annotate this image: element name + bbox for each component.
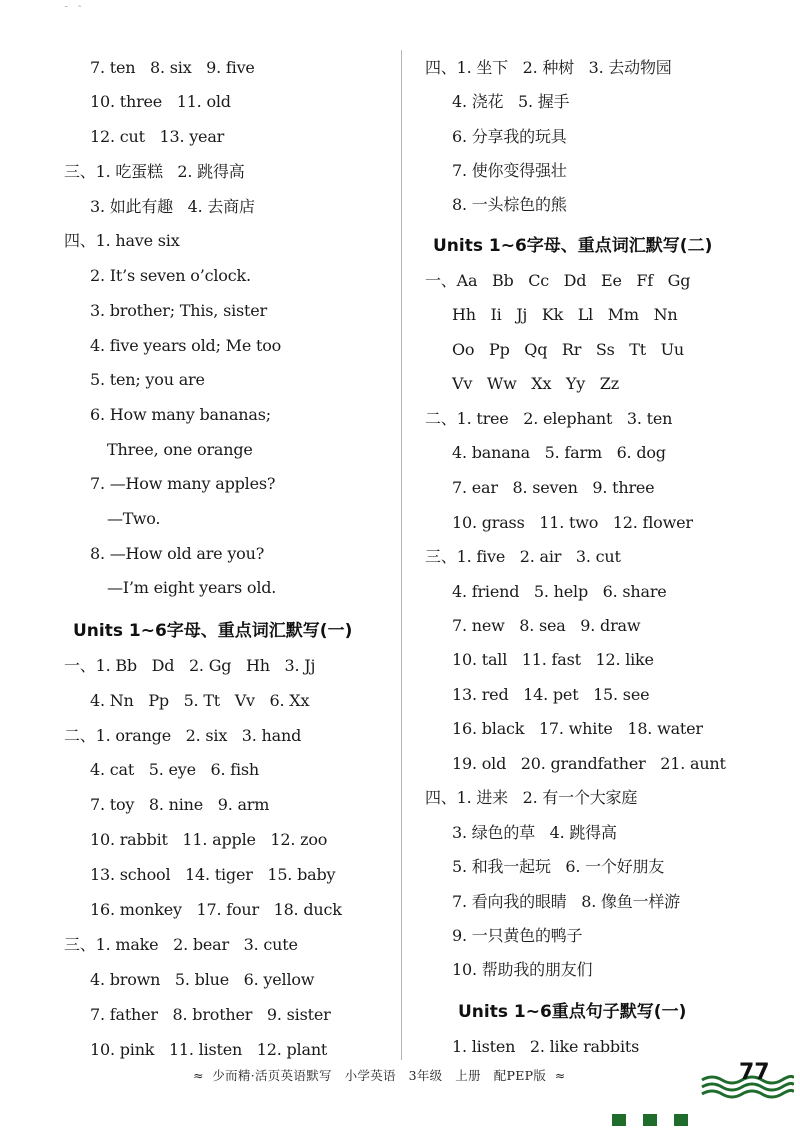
answer-line: 13. red 14. pet 15. see [452, 685, 650, 704]
answer-line: 10. rabbit 11. apple 12. zoo [90, 830, 328, 849]
answer-line: 3. brother; This, sister [90, 301, 267, 320]
answer-line: 13. school 14. tiger 15. baby [90, 865, 336, 884]
answer-line: Hh Ii Jj Kk Ll Mm Nn [452, 305, 678, 324]
answer-line: 12. cut 13. year [90, 127, 225, 146]
answer-line: —I’m eight years old. [107, 578, 277, 597]
section-heading: Units 1~6字母、重点词汇默写(二) [433, 236, 713, 256]
answer-line: 6. 分享我的玩具 [452, 127, 567, 146]
answer-line: 4. Nn Pp 5. Tt Vv 6. Xx [90, 691, 310, 710]
answer-line: 10. three 11. old [90, 92, 231, 111]
answer-line: 3. 如此有趣 4. 去商店 [90, 197, 255, 216]
answer-line: 三、1. five 2. air 3. cut [425, 547, 621, 566]
answer-line: 4. banana 5. farm 6. dog [452, 443, 666, 462]
answer-line: 四、1. 进来 2. 有一个大家庭 [425, 788, 638, 807]
answer-line: 7. father 8. brother 9. sister [90, 1005, 331, 1024]
answer-line: 三、1. 吃蛋糕 2. 跳得高 [64, 162, 245, 181]
answer-line: 7. 使你变得强壮 [452, 161, 567, 180]
answer-line: 二、1. tree 2. elephant 3. ten [425, 409, 673, 428]
answer-line: 10. 帮助我的朋友们 [452, 960, 593, 979]
answer-line: 7. —How many apples? [90, 474, 276, 493]
answer-line: 4. brown 5. blue 6. yellow [90, 970, 315, 989]
answer-line: Oo Pp Qq Rr Ss Tt Uu [452, 340, 685, 359]
section-heading: Units 1~6重点句子默写(一) [458, 1002, 687, 1022]
answer-line: 一、Aa Bb Cc Dd Ee Ff Gg [425, 271, 691, 290]
answer-line: 8. —How old are you? [90, 544, 265, 563]
answer-line: 5. ten; you are [90, 370, 205, 389]
section-heading: Units 1~6字母、重点词汇默写(一) [73, 621, 353, 641]
square-marker-icon [643, 1114, 657, 1126]
answer-line: 7. ear 8. seven 9. three [452, 478, 655, 497]
answer-line: 3. 绿色的草 4. 跳得高 [452, 823, 617, 842]
corner-mark: ˜ ˆ [64, 6, 85, 16]
answer-line: 2. It’s seven o’clock. [90, 266, 251, 285]
answer-line: 16. black 17. white 18. water [452, 719, 703, 738]
answer-line: 7. ten 8. six 9. five [90, 58, 255, 77]
answer-line: 四、1. have six [64, 231, 180, 250]
answer-line: 16. monkey 17. four 18. duck [90, 900, 342, 919]
answer-line: 三、1. make 2. bear 3. cute [64, 935, 298, 954]
answer-line: 二、1. orange 2. six 3. hand [64, 726, 302, 745]
page-footer: ≈ 少而精·活页英语默写 小学英语 3年级 上册 配PEP版 ≈ [193, 1068, 566, 1083]
answer-line: 7. new 8. sea 9. draw [452, 616, 641, 635]
answer-line: Vv Ww Xx Yy Zz [452, 374, 619, 393]
answer-line: 6. How many bananas; [90, 405, 271, 424]
answer-line: 7. 看向我的眼睛 8. 像鱼一样游 [452, 892, 680, 911]
column-divider [401, 50, 402, 1060]
answer-line: 四、1. 坐下 2. 种树 3. 去动物园 [425, 58, 672, 77]
answer-line: 8. 一头棕色的熊 [452, 195, 567, 214]
answer-line: 10. grass 11. two 12. flower [452, 513, 693, 532]
answer-line: 9. 一只黄色的鸭子 [452, 926, 583, 945]
answer-line: 19. old 20. grandfather 21. aunt [452, 754, 726, 773]
answer-line: —Two. [107, 509, 161, 528]
answer-line: 4. 浇花 5. 握手 [452, 92, 570, 111]
answer-line: Three, one orange [107, 440, 253, 459]
page-number: 77 [739, 1060, 770, 1085]
answer-line: 4. cat 5. eye 6. fish [90, 760, 260, 779]
square-marker-icon [674, 1114, 688, 1126]
answer-line: 5. 和我一起玩 6. 一个好朋友 [452, 857, 665, 876]
answer-line: 4. friend 5. help 6. share [452, 582, 667, 601]
answer-line: 7. toy 8. nine 9. arm [90, 795, 270, 814]
answer-line: 10. tall 11. fast 12. like [452, 650, 654, 669]
answer-line: 4. five years old; Me too [90, 336, 282, 355]
answer-line: 一、1. Bb Dd 2. Gg Hh 3. Jj [64, 656, 316, 675]
square-marker-icon [612, 1114, 626, 1126]
answer-line: 1. listen 2. like rabbits [452, 1037, 640, 1056]
answer-line: 10. pink 11. listen 12. plant [90, 1040, 328, 1059]
